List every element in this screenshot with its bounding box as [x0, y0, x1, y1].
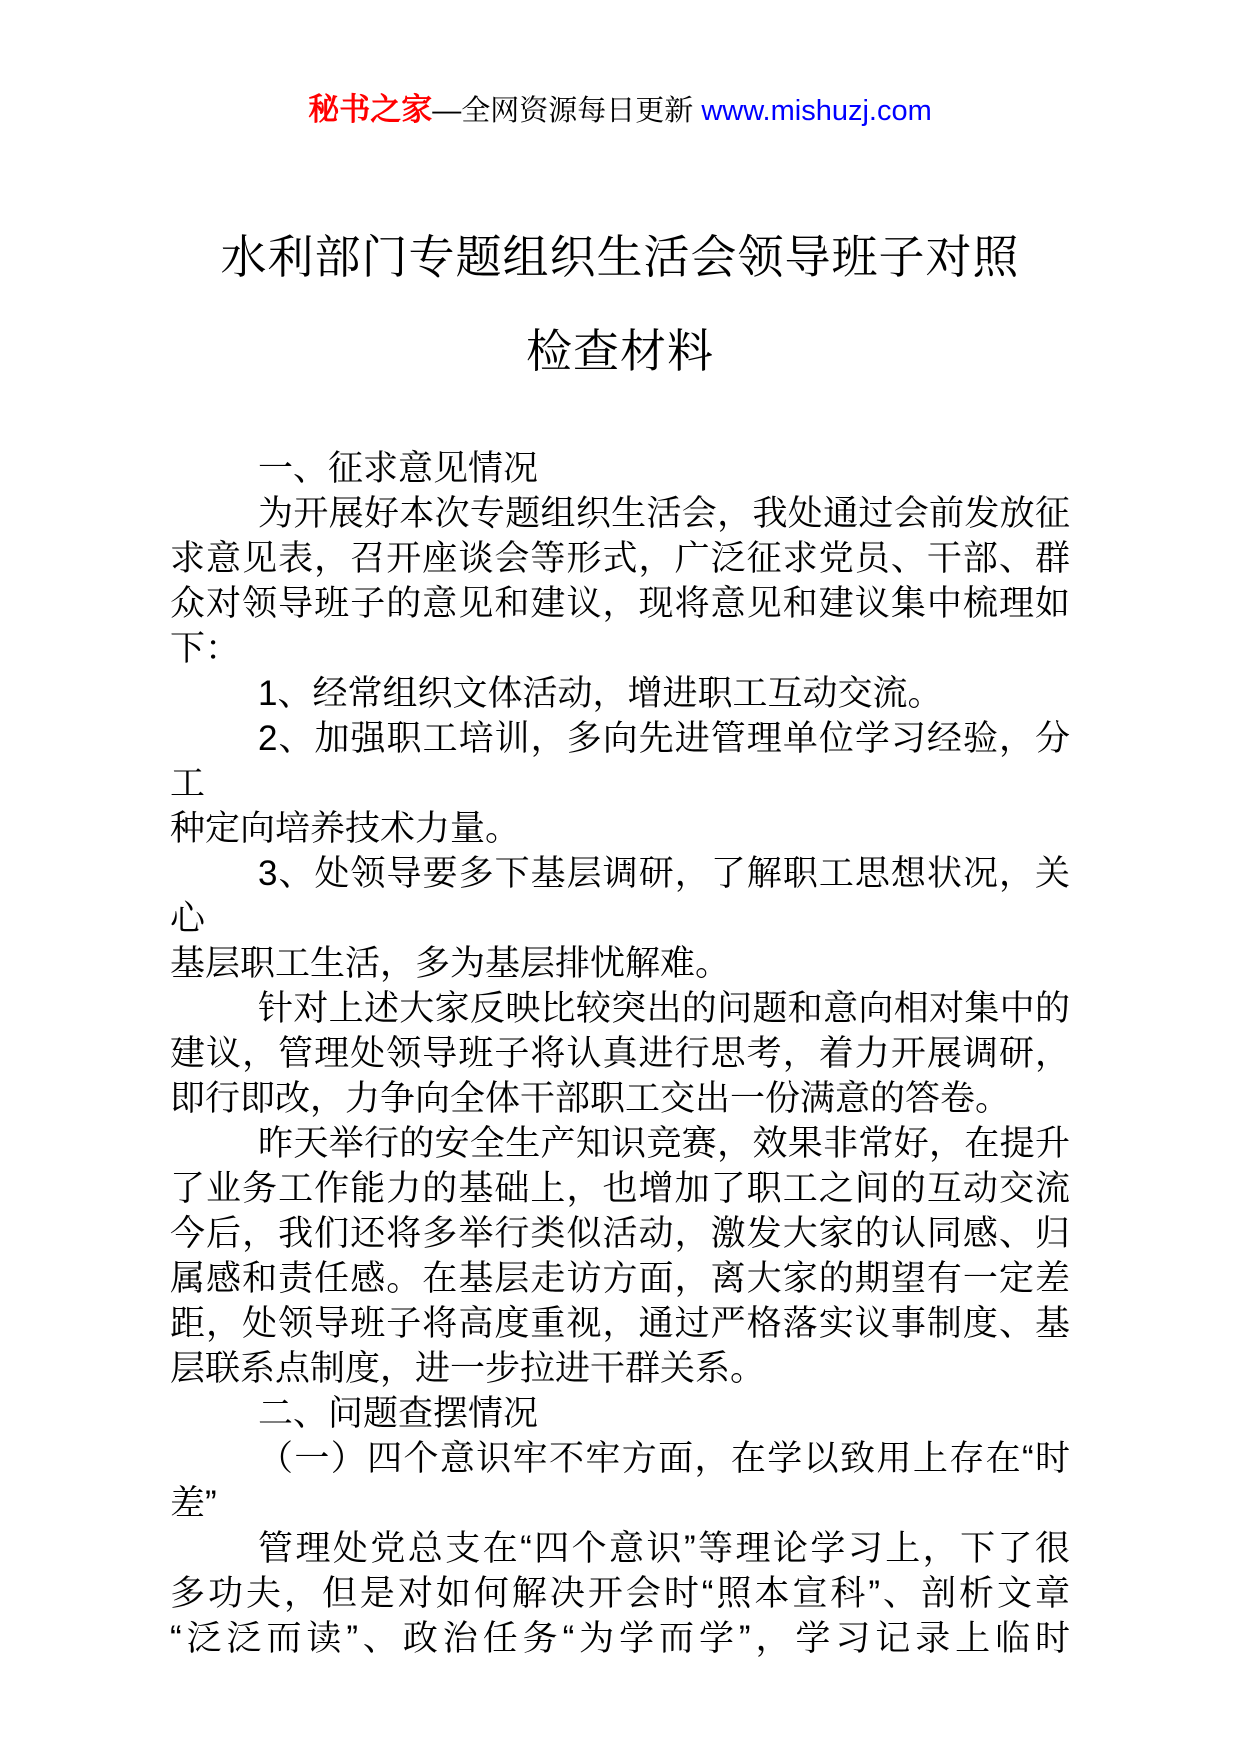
paragraph-line: “泛泛而读”、政治任务“为学而学”，学习记录上临时 — [170, 1619, 1070, 1658]
subsection-heading-line: 差” — [170, 1484, 217, 1523]
paragraph-line: 了业务工作能力的基础上，也增加了职工之间的互动交流 — [170, 1169, 1070, 1208]
paragraph-line: 求意见表，召开座谈会等形式，广泛征求党员、干部、群 — [170, 539, 1070, 578]
paragraph-line: 众对领导班子的意见和建议，现将意见和建议集中梳理如 — [170, 584, 1070, 623]
paragraph-line: 今后，我们还将多举行类似活动，激发大家的认同感、归 — [170, 1214, 1070, 1253]
paragraph-line: 2、加强职工培训，多向先进管理单位学习经验，分工 — [170, 719, 1070, 803]
paragraph-line: 下： — [170, 629, 241, 668]
paragraph-line: 针对上述大家反映比较突出的问题和意向相对集中的 — [258, 989, 1070, 1028]
subsection-heading-line: （一）四个意识牢不牢方面，在学以致用上存在“时 — [258, 1439, 1070, 1478]
paragraph-line: 距，处领导班子将高度重视，通过严格落实议事制度、基 — [170, 1304, 1070, 1343]
document-title-line-2: 检查材料 — [526, 325, 714, 377]
paragraph-line: 多功夫，但是对如何解决开会时“照本宣科”、剖析文章 — [170, 1574, 1070, 1613]
site-tagline: —全网资源每日更新 — [432, 95, 702, 127]
site-header — [170, 88, 1070, 133]
document-content — [170, 88, 1070, 1661]
paragraph-line: 1、经常组织文体活动，增进职工互动交流。 — [258, 674, 943, 713]
paragraph-line: 基层职工生活，多为基层排忧解难。 — [170, 944, 731, 983]
document-body — [170, 446, 1070, 1661]
paragraph-line: 即行即改，力争向全体干部职工交出一份满意的答卷。 — [170, 1079, 1011, 1118]
paragraph-line: 管理处党总支在“四个意识”等理论学习上，下了很 — [258, 1529, 1070, 1568]
paragraph-line: 昨天举行的安全生产知识竞赛，效果非常好，在提升 — [258, 1124, 1070, 1163]
paragraph-line: 3、处领导要多下基层调研，了解职工思想状况，关心 — [170, 854, 1070, 938]
document-title-line-1: 水利部门专题组织生活会领导班子对照 — [220, 231, 1020, 283]
paragraph-line: 为开展好本次专题组织生活会，我处通过会前发放征 — [258, 494, 1070, 533]
site-brand: 秘书之家 — [308, 92, 433, 127]
section-heading-line: 一、征求意见情况 — [258, 449, 539, 488]
paragraph-line: 建议，管理处领导班子将认真进行思考，着力开展调研， — [170, 1034, 1070, 1073]
site-url-link[interactable]: www.mishuzj.com — [701, 95, 932, 127]
document-title — [170, 210, 1070, 398]
paragraph-line: 层联系点制度，进一步拉进干群关系。 — [170, 1349, 766, 1388]
section-heading-line: 二、问题查摆情况 — [258, 1394, 539, 1433]
paragraph-line: 种定向培养技术力量。 — [170, 809, 521, 848]
paragraph-line: 属感和责任感。在基层走访方面，离大家的期望有一定差 — [170, 1259, 1070, 1298]
